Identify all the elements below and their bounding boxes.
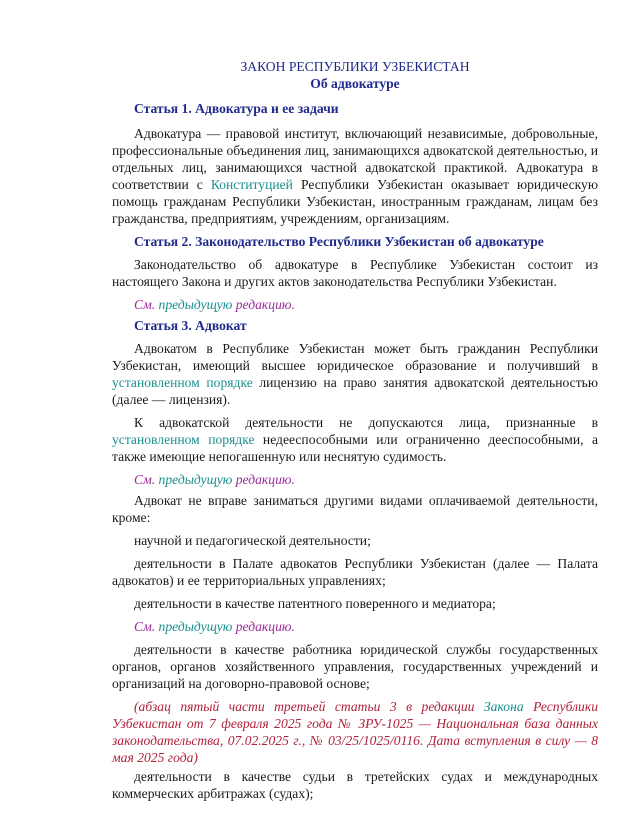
paragraph <box>112 595 598 612</box>
paragraph <box>112 532 598 549</box>
text-segment: Республики Узбекистан от 7 февраля 2025 года № ЗРУ-1025 — Национальная база данных законодательства, 07.02.2025 г., № 03/25/1025/0116. Дата вступления в силу — 8 мая 2025 года) <box>112 699 598 765</box>
text-segment: редакцию. <box>232 472 295 487</box>
previous-edition-link[interactable]: предыдущую <box>158 472 233 487</box>
see-previous-edition <box>112 618 598 635</box>
paragraph <box>112 256 598 290</box>
paragraph <box>112 414 598 465</box>
text-segment: Статья 2. Законодательство Республики Узбекистан об адвокатуре <box>134 234 544 249</box>
article-heading <box>112 100 598 117</box>
document-subtitle: Об адвокатуре <box>310 76 400 91</box>
paragraph <box>112 125 598 227</box>
previous-edition-link[interactable]: предыдущую <box>158 619 233 634</box>
article-heading <box>112 233 598 250</box>
text-segment: лицензию на право занятия адвокатской деятельностью (далее — лицензия). <box>112 375 598 407</box>
text-segment: деятельности в Палате адвокатов Республики Узбекистан (далее — Палата адвокатов) и ее территориальных управлениях; <box>112 556 598 588</box>
text-segment: См. <box>134 472 159 487</box>
document-link[interactable]: установленном порядке <box>112 432 255 447</box>
text-segment: редакцию. <box>232 297 295 312</box>
text-segment: См. <box>134 619 159 634</box>
document-body <box>112 100 598 802</box>
text-segment: научной и педагогической деятельности; <box>134 533 371 548</box>
text-segment: деятельности в качестве работника юридической службы государственных органов, органов хозяйственного управления, государственных учреждений и организаций на договорно-правовой основе; <box>112 642 598 691</box>
see-previous-edition <box>112 471 598 488</box>
text-segment: Адвокат не вправе заниматься другими видами оплачиваемой деятельности, кроме: <box>112 493 598 525</box>
text-segment: Статья 3. Адвокат <box>134 318 247 333</box>
paragraph <box>112 768 598 802</box>
text-segment: Республики Узбекистан оказывает юридическую помощь гражданам Республики Узбекистан, иностранным гражданам, лицам без гражданства, предприятиям, учреждениям, организациям. <box>112 177 598 226</box>
text-segment: Адвокатом в Республике Узбекистан может быть гражданин Республики Узбекистан, имеющий высшее юридическое образование и получивший в <box>112 341 598 373</box>
amendment-note <box>112 698 598 766</box>
text-segment: Статья 1. Адвокатура и ее задачи <box>134 101 339 116</box>
law-document <box>112 58 598 802</box>
text-segment: Законодательство об адвокатуре в Республике Узбекистан состоит из настоящего Закона и других актов законодательства Республики Узбекистан. <box>112 257 598 289</box>
text-segment: См. <box>134 297 159 312</box>
text-segment: (абзац пятый части третьей статьи 3 в редакции <box>134 699 484 714</box>
article-heading <box>112 317 598 334</box>
see-previous-edition <box>112 296 598 313</box>
document-link[interactable]: установленном порядке <box>112 375 253 390</box>
paragraph <box>112 492 598 526</box>
paragraph <box>112 555 598 589</box>
paragraph <box>112 641 598 692</box>
document-link[interactable]: Конституцией <box>210 177 293 192</box>
paragraph <box>112 340 598 408</box>
text-segment: деятельности в качестве судьи в третейских судах и международных коммерческих арбитражах (судах); <box>112 769 598 801</box>
text-segment: деятельности в качестве патентного поверенного и медиатора; <box>134 596 496 611</box>
text-segment: К адвокатской деятельности не допускаются лица, признанные в <box>134 415 598 430</box>
document-link[interactable]: Закона <box>483 699 524 714</box>
text-segment: недееспособными или ограниченно дееспособными, а также имеющие непогашенную или неснятую судимость. <box>112 432 598 464</box>
previous-edition-link[interactable]: предыдущую <box>158 297 233 312</box>
document-title: ЗАКОН РЕСПУБЛИКИ УЗБЕКИСТАН <box>240 59 470 74</box>
text-segment: Адвокатура — правовой институт, включающий независимые, добровольные, профессиональные объединения лиц, занимающихся адвокатской деятельностью, и отдельных лиц, занимающихся частной адвокатской практикой. Адвокатура в соответствии с <box>112 126 598 192</box>
text-segment: редакцию. <box>232 619 295 634</box>
